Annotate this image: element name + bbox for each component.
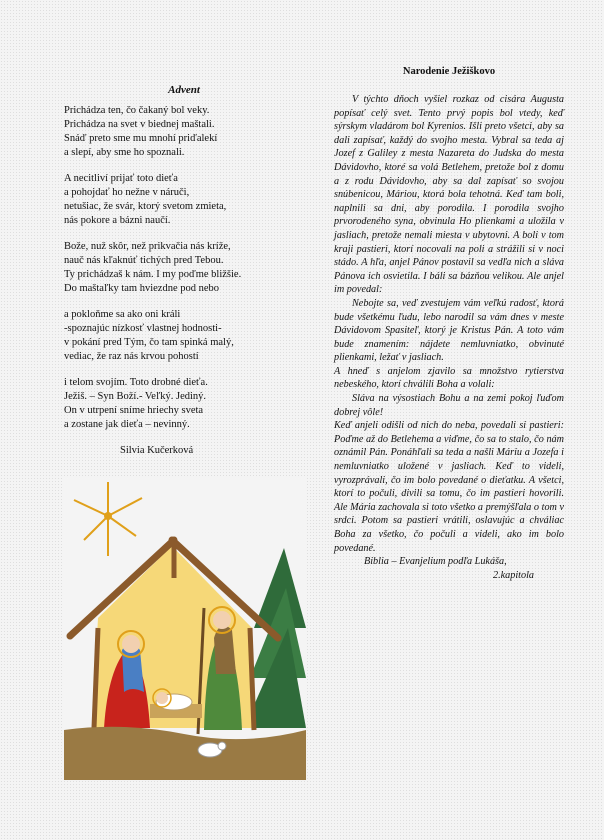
nativity-scene-image [64,478,306,780]
story-source: Biblia – Evanjelium podľa Lukáša, [364,556,507,568]
poem-line: nás pokore a bázni naučí. [64,215,171,226]
poem-column [64,84,304,458]
story-paragraph: V týchto dňoch vyšiel rozkaz od cisára Augusta popísať celý svet. Tento prvý popis bol vtedy, keď sýrskym vladárom bol Kyrenios. Išli preto všetci, aby sa dali zapísať, každý do svojho mesta. Vybral sa teda aj Jozef z Galiley z mesta Nazareta do Judska do mesta Dávidovho, ktoré sa volá Betlehem, pretože bol z domu a z rodu Dávidovho, aby sa dal zapísať so svojou snúbenicou, Máriou, ktorá bola tehotná. Keď tam boli, naplnili sa dni, aby porodila. I porodila svojho prvorodeného syna, obvinula Ho plienkami a uložila v jasliach, pretože nemali miesta v ubytovni. A boli v tom kraji pastieri, ktorí nocovali na poli a strážili si v noci stádo. A hľa, anjel Pánov postavil sa vedľa nich a sláva Pánova ich osvietila. I báli sa bázňou velikou. Ale anjel im povedal: [334,94,564,296]
poem-title: Advent [168,84,200,96]
poem-line: A necitliví prijať toto dieťa [64,173,178,184]
poem-author: Silvia Kučerková [120,445,194,456]
poem-line: Ty prichádzaš k nám. I my poďme bližšie. [64,269,242,280]
poem-line: Ježiš. – Syn Boží.- Veľký. Jediný. [64,391,207,402]
poem-line: nauč nás kľaknúť tichých pred Tebou. [64,255,224,266]
poem-line: v pokání pred Tým, čo tam spinká malý, [64,337,234,348]
poem-body [64,104,304,432]
poem-line: Bože, nuž skôr, než prikvačia nás kríže, [64,241,231,252]
poem-line: a pohojdať ho nežne v náruči, [64,187,190,198]
poem-line: netušiac, že svár, ktorý svetom zmieta, [64,201,227,212]
poem-line: a slepí, aby sme ho spoznali. [64,147,185,158]
poem-line: -spoznajúc nízkosť vlastnej hodnosti- [64,323,222,334]
poem-line: Prichádza ten, čo čakaný bol veky. [64,105,210,116]
poem-stanza [64,376,304,432]
story-title: Narodenie Ježiškovo [402,66,496,77]
story-chapter: 2.kapitola [492,569,534,581]
story-paragraph: A hneď s anjelom zjavilo sa množstvo rytierstva nebeského, ktorí chválili Boha a volali: [334,365,564,391]
poem-line: On v utrpení sníme hriechy sveta [64,405,204,416]
story-paragraph: Nebojte sa, veď zvestujem vám veľkú radosť, ktorá bude všetkému ľudu, lebo narodil sa vám dnes v meste Dávidovom Spasiteľ, ktorý je Kristus Pán. A toto vám bude znamením: nájdete nemluvniatko, obvinuté plienkami, ležať v jasliach. [334,297,564,364]
poem-line: i telom svojím. Toto drobné dieťa. [64,377,208,388]
poem-stanza [64,104,304,160]
story-column [334,66,564,582]
poem-stanza [64,308,304,364]
poem-line: Do maštaľky tam hviezdne pod nebo [64,283,220,294]
poem-stanza [64,240,304,296]
poem-stanza [64,172,304,228]
poem-line: a zostane jak dieťa – nevinný. [64,419,190,430]
poem-line: a pokloňme sa ako oni králi [64,309,181,320]
poem-line: Snáď preto sme mu mnohí priďalekí [64,133,218,144]
story-paragraph: Keď anjeli odišli od nich do neba, povedali si pastieri: Poďme až do Betlehema a viďme, čo sa to stalo, čo nám oznámil Pán. Ponáhľali sa teda a našli Máriu a Jozefa i nemluvniatko uložené v jasliach. Keď to videli, vyrozprávali, čo im bolo povedané o dieťatku. A všetci, ktorí to počuli, divili sa tomu, čo im pastieri hovorili. Ale Mária zachovala si toto všetko a premýšľala o tom v srdci. Potom sa pastieri vrátili, oslavujúc a chváliac Boha za všetko, čo počuli a videli, ako im bolo povedané. [334,420,564,554]
nativity-illustration [64,478,306,780]
story-paragraph: Sláva na výsostiach Bohu a na zemi pokoj ľuďom dobrej vôle! [334,393,564,418]
poem-line: Prichádza na svet v biednej maštali. [64,119,215,130]
poem-line: vediac, že raz nás krvou pohostí [64,351,199,362]
